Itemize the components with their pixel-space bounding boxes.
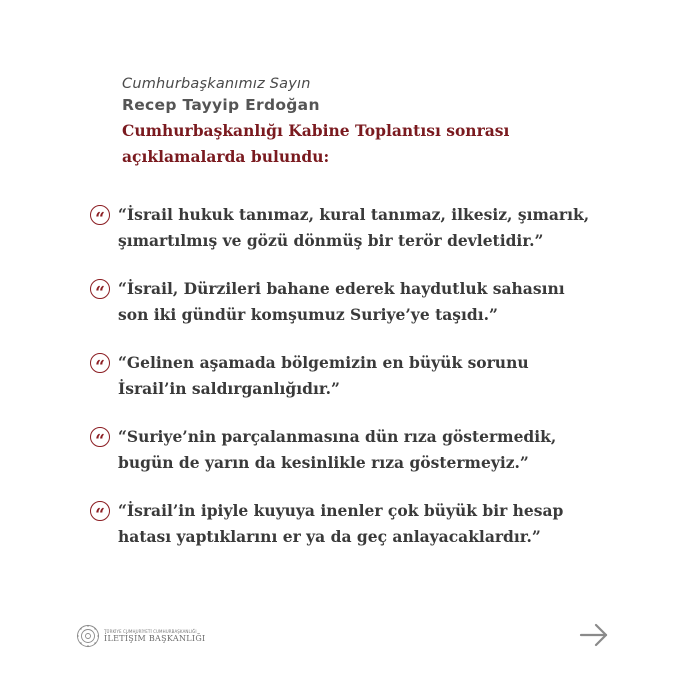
subtitle: Cumhurbaşkanımız Sayın — [122, 76, 311, 92]
logo-small-text: TÜRKİYE CUMHURİYETİ CUMHURBAŞKANLIĞI — [104, 628, 197, 634]
quote-item — [90, 498, 670, 550]
quote-icon: “ — [90, 353, 110, 373]
emblem-icon — [76, 624, 100, 648]
quote-item — [90, 350, 670, 402]
quote-text: “Gelinen aşamada bölgemizin en büyük sorunu İsrail’in saldırganlığıdır.” — [118, 353, 529, 398]
speaker-name: Recep Tayyip Erdoğan — [122, 96, 320, 114]
logo-text — [104, 629, 205, 644]
header — [122, 74, 642, 170]
headline — [122, 118, 642, 170]
quote-text: “İsrail hukuk tanımaz, kural tanımaz, ilkesiz, şımarık, şımartılmış ve gözü dönmüş bir terör devletidir.” — [118, 205, 590, 250]
headline-line-1: Cumhurbaşkanlığı Kabine Toplantısı sonrası — [122, 121, 510, 140]
quote-icon: “ — [90, 205, 110, 225]
quote-item — [90, 424, 670, 476]
headline-line-2: açıklamalarda bulundu: — [122, 147, 330, 166]
quote-icon: “ — [90, 501, 110, 521]
quote-icon: “ — [90, 427, 110, 447]
quote-item — [90, 276, 670, 328]
quote-text: “İsrail’in ipiyle kuyuya inenler çok büyük bir hesap hatası yaptıklarını er ya da geç anlayacaklardır.” — [118, 501, 564, 546]
quote-text: “Suriye’nin parçalanmasına dün rıza göstermedik, bugün de yarın da kesinlikle rıza göstermeyiz.” — [118, 427, 557, 472]
iletisim-logo — [76, 624, 205, 648]
quote-item — [90, 202, 670, 254]
logo-main-text: İLETİŞİM BAŞKANLIĞI — [104, 633, 206, 643]
quote-text: “İsrail, Dürzileri bahane ederek haydutluk sahasını son iki gündür komşumuz Suriye’ye taşıdı.” — [118, 279, 565, 324]
quote-icon: “ — [90, 279, 110, 299]
arrow-right-icon[interactable] — [578, 622, 610, 648]
quote-list — [90, 202, 670, 572]
